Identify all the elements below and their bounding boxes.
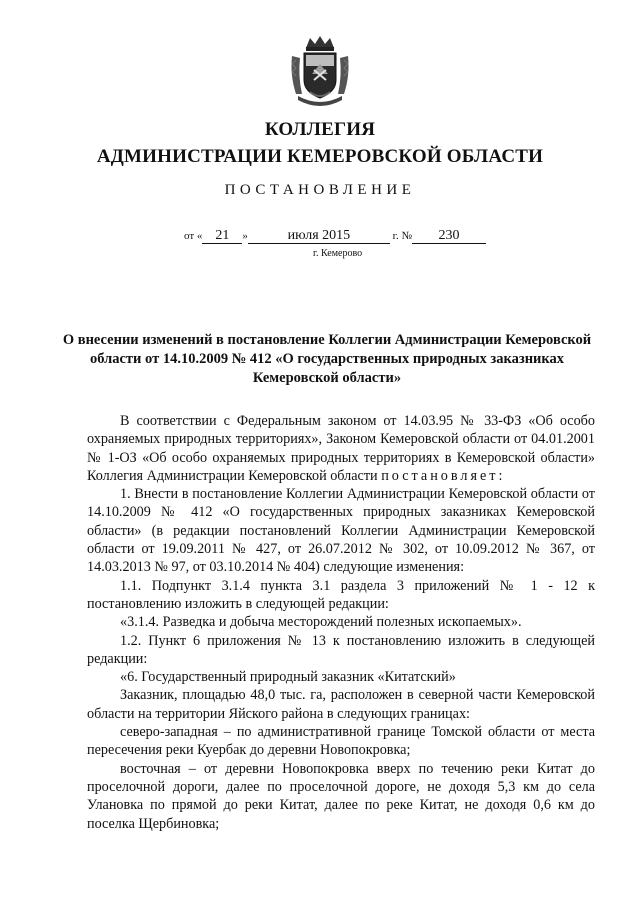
date-prefix: от « (184, 230, 203, 242)
document-body (87, 412, 595, 833)
organization-name-line2: АДМИНИСТРАЦИИ КЕМЕРОВСКОЙ ОБЛАСТИ (96, 146, 544, 167)
paragraph-preamble (87, 412, 595, 485)
preamble-text: В соответствии с Федеральным законом от 14.03.95 № 33-ФЗ «Об особо охраняемых природных территориях», Законом Кемеровской области от 04.01.2001 № 1-ОЗ «Об особо охраняемых природных территориях в Кемеровской области» Коллегия Администрации Кемеровской области (87, 413, 595, 484)
paragraph-item-1-2: 1.2. Пункт 6 приложения № 13 к постановлению изложить в следующей редакции: (87, 632, 595, 667)
paragraph-boundary-east: восточная – от деревни Новопокровка вверх по течению реки Китат до проселочной дороги, далее по проселочной дороге, не доходя 5,3 км до села Улановка по прямой до реки Китат, далее по реке Китат, не доходя 0,6 км до поселка Щербиновка; (87, 760, 595, 832)
document-type: ПОСТАНОВЛЕНИЕ (224, 182, 416, 198)
paragraph-reserve-area: Заказник, площадью 48,0 тыс. га, расположен в северной части Кемеровской области на территории Яйского района в следующих границах: (87, 687, 595, 722)
date-quote-close: » (242, 230, 248, 242)
date-month-year: июля 2015 (248, 229, 390, 244)
paragraph-item-1: 1. Внести в постановление Коллегии Администрации Кемеровской области от 14.10.2009 № 412 «О государственных природных заказниках Кемеровской области» (в редакции постановлений Коллегии Администрации Кемеровской области от 19.09.2011 № 427, от 26.07.2012 № 302, от 10.09.2012 № 367, от 14.03.2013 № 97, от 03.10.2014 № 404) следующие изменения: (87, 486, 595, 576)
paragraph-reserve-heading: «6. Государственный природный заказник «Китатский» (120, 669, 456, 686)
organization-name-line1: КОЛЛЕГИЯ (264, 119, 376, 140)
resolves-word: постановляет: (381, 467, 506, 484)
date-year-suffix: г. (392, 230, 399, 242)
document-city: г. Кемерово (313, 248, 363, 259)
document-number: 230 (412, 229, 486, 244)
paragraph-boundary-northwest: северо-западная – по административной границе Томской области от места пересечения реки Куербак до деревни Новопокровка; (87, 724, 595, 759)
document-title: О внесении изменений в постановление Коллегии Администрации Кемеровской области от 14.10.2009 № 412 «О государственных природных заказниках Кемеровской области» (62, 332, 592, 386)
date-day: 21 (202, 229, 242, 244)
paragraph-item-1-1: 1.1. Подпункт 3.1.4 пункта 3.1 раздела 3 приложений № 1 - 12 к постановлению изложить в следующей редакции: (87, 577, 595, 612)
document-dateline (184, 229, 486, 244)
number-prefix: № (401, 230, 412, 242)
coat-of-arms-icon (288, 34, 352, 112)
paragraph-quote-3-1-4: «3.1.4. Разведка и добыча месторождений полезных ископаемых». (120, 614, 522, 631)
